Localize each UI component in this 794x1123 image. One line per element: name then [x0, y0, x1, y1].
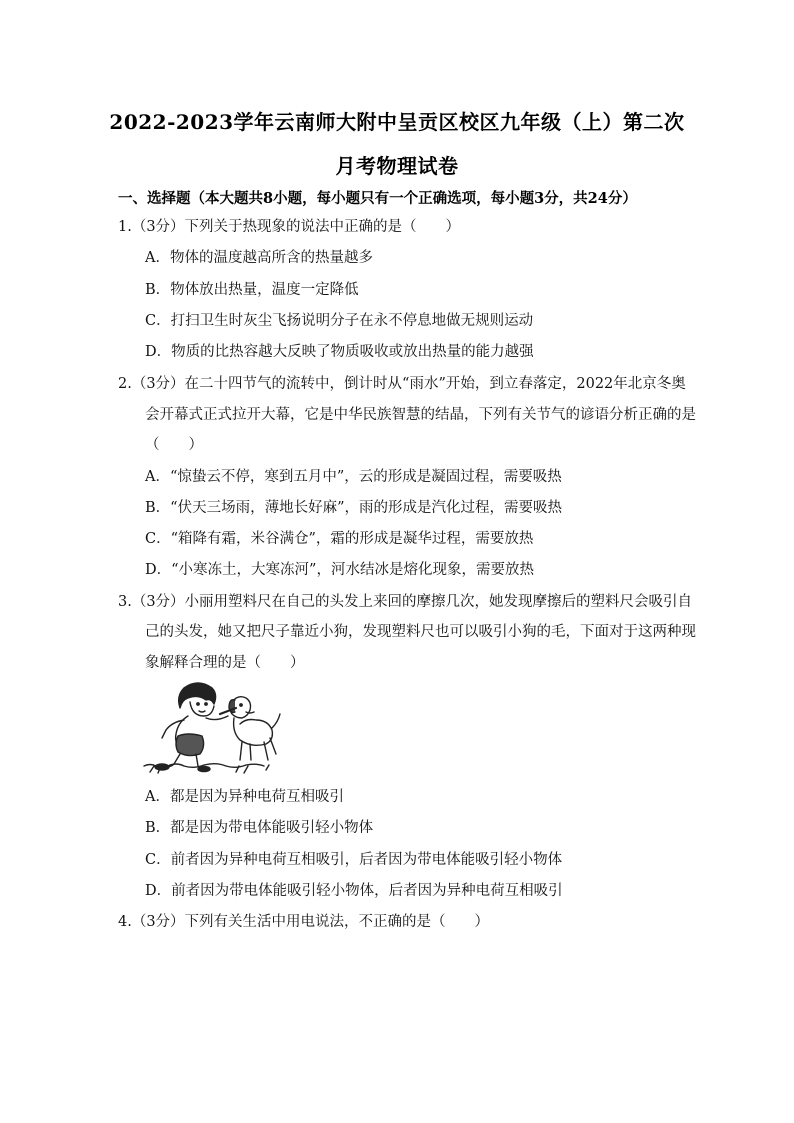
question-2-stem-line2: 会开幕式正式拉开大幕，它是中华民族智慧的结晶，下列有关节气的谚语分析正确的是 — [145, 407, 696, 423]
section-heading: 一、选择题（本大题共8小题，每小题只有一个正确选项，每小题3分，共24分） — [118, 190, 637, 207]
question-1-option-d: D．物质的比热容越大反映了物质吸收或放出热量的能力越强 — [145, 344, 534, 360]
question-3-stem-line3: 象解释合理的是（ ） — [145, 655, 305, 671]
question-3-option-d: D．前者因为带电体能吸引轻小物体，后者因为异种电荷互相吸引 — [145, 883, 563, 899]
question-4-stem: 4.（3分）下列有关生活中用电说法，不正确的是（ ） — [118, 914, 490, 930]
question-2-stem-line1: 2.（3分）在二十四节气的流转中，倒计时从“雨水”开始，到立春落定，2022年北京冬奥 — [118, 376, 686, 392]
question-1-stem: 1.（3分）下列关于热现象的说法中正确的是（ ） — [118, 219, 461, 235]
question-1-option-c: C．打扫卫生时灰尘飞扬说明分子在永不停息地做无规则运动 — [145, 313, 534, 329]
question-1-option-a: A．物体的温度越高所含的热量越多 — [145, 250, 373, 266]
question-3-option-a: A．都是因为异种电荷互相吸引 — [145, 789, 344, 805]
question-2-option-b: B．“伏天三场雨，薄地长好麻”，雨的形成是汽化过程，需要吸热 — [145, 500, 562, 516]
question-1-option-b: B．物体放出热量，温度一定降低 — [145, 282, 359, 298]
question-2-option-c: C．“箱降有霜，米谷满仓”，霜的形成是凝华过程，需要放热 — [145, 531, 534, 547]
page-title-line2: 月考物理试卷 — [335, 154, 459, 178]
question-3-option-b: B．都是因为带电体能吸引轻小物体 — [145, 820, 374, 836]
question-2-stem-line3: （ ） — [145, 437, 203, 453]
question-2-option-a: A．“惊蛰云不停，寒到五月中”，云的形成是凝固过程，需要吸热 — [145, 469, 562, 485]
question-3-stem-line2: 己的头发，她又把尺子靠近小狗，发现塑料尺也可以吸引小狗的毛，下面对于这两种现 — [145, 624, 696, 640]
question-3-stem-line1: 3.（3分）小丽用塑料尺在自己的头发上来回的摩擦几次，她发现摩擦后的塑料尺会吸引自 — [118, 594, 693, 610]
girl-and-dog-illustration — [140, 680, 282, 780]
question-3-option-c: C．前者因为异种电荷互相吸引，后者因为带电体能吸引轻小物体 — [145, 852, 563, 868]
page-title-line1: 2022-2023学年云南师大附中呈贡区校区九年级（上）第二次 — [109, 110, 685, 134]
question-2-option-d: D．“小寒冻土，大寒冻河”，河水结冰是熔化现象，需要放热 — [145, 562, 534, 578]
